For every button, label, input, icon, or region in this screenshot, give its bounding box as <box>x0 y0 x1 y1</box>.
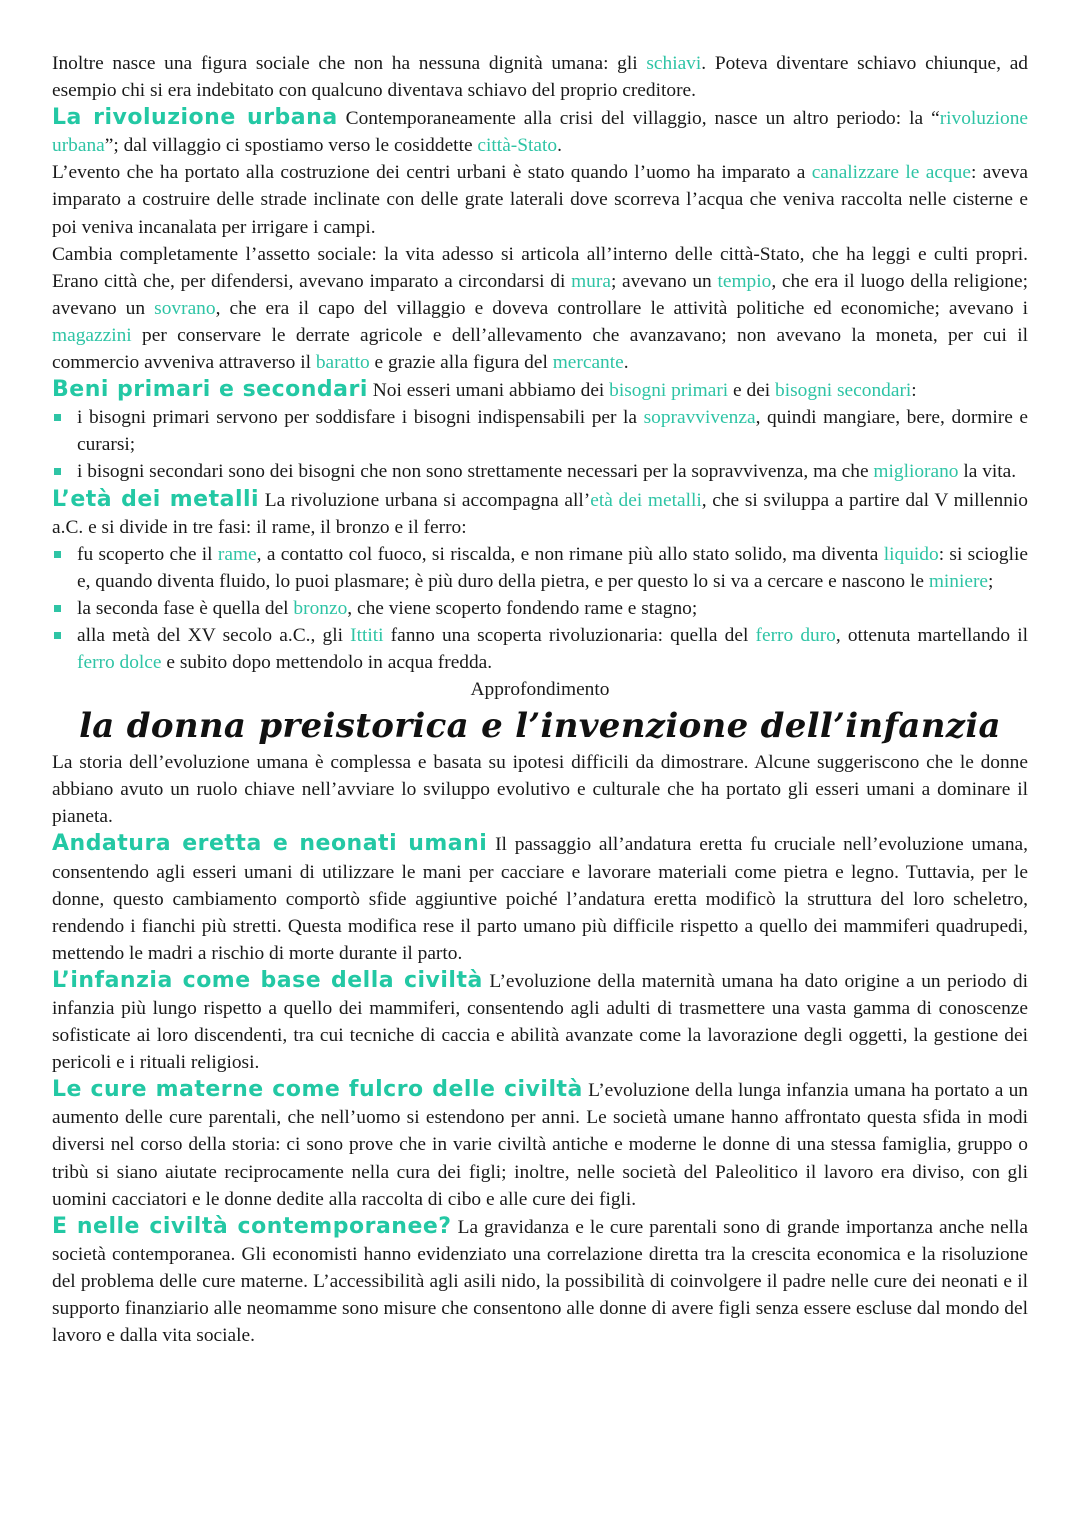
square-bullet-icon <box>54 632 61 639</box>
section-heading: L’età dei metalli <box>52 486 260 512</box>
highlighted-term: Ittiti <box>350 624 384 646</box>
text-run: fanno una scoperta rivoluzionaria: quella del <box>383 624 756 646</box>
bullet-list <box>52 404 1028 485</box>
highlighted-term: ferro dolce <box>77 652 162 674</box>
paragraph <box>52 159 1028 240</box>
bullet-list <box>52 541 1028 676</box>
text-run: la vita. <box>958 461 1017 483</box>
section-paragraph <box>52 1213 1028 1349</box>
highlighted-term: canalizzare le acque <box>811 162 971 184</box>
text-run: , che era il luogo della religione; avevano un <box>52 270 1028 319</box>
section-paragraph <box>52 967 1028 1076</box>
section-heading: La rivoluzione urbana <box>52 105 338 131</box>
section-paragraph <box>52 104 1028 159</box>
text-run: fu scoperto che il <box>77 543 218 565</box>
text-run: , che si sviluppa a partire dal V millennio a.C. e si divide in tre fasi: il rame, il bronzo e il ferro: <box>52 489 1028 538</box>
highlighted-term: sopravvivenza <box>643 407 756 429</box>
text-run: Il passaggio all’andatura eretta fu cruciale nell’evoluzione umana, consentendo agli esseri umani di utilizzare le mani per cacciare e lavorare materiali come pietra e legno. Tuttavia, per le donne, questo cambiamento comportò sfide aggiuntive poiché l’andatura eretta modificò la struttura del loro scheletro, rendendo i fianchi più stretti. Questa modifica rese il parto umano più difficile rispetto a quello dei mammiferi quadrupedi, mettendo le madri a rischio di morte durante il parto. <box>52 834 1028 964</box>
highlighted-term: città-Stato <box>477 135 558 157</box>
highlighted-term: tempio <box>717 270 772 292</box>
section-heading: E nelle civiltà contemporanee? <box>52 1213 452 1239</box>
section-paragraph <box>52 486 1028 541</box>
text-run: ”; dal villaggio ci spostiamo verso le cosiddette <box>104 135 478 157</box>
highlighted-term: mura <box>571 270 611 292</box>
highlighted-term: liquido <box>883 543 939 565</box>
list-item <box>52 622 1028 676</box>
section-heading: Le cure materne come fulcro delle civiltà <box>52 1077 583 1103</box>
text-run: , a contatto col fuoco, si riscalda, e non rimane più allo stato solido, ma diventa <box>256 543 884 565</box>
square-bullet-icon <box>54 414 61 421</box>
list-item <box>52 595 1028 622</box>
section-paragraph <box>52 376 1028 404</box>
text-run: . Poteva diventare schiavo chiunque, ad esempio chi si era indebitato con qualcuno diventava schiavo del proprio creditore. <box>52 53 1028 102</box>
highlighted-term: ferro duro <box>755 624 836 646</box>
highlighted-term: migliorano <box>873 461 959 483</box>
text-run: : aveva imparato a costruire delle strade inclinate con delle grate laterali dove scorreva l’acqua che veniva raccolta nelle cisterne e poi veniva incanalata per irrigare i campi. <box>52 162 1028 238</box>
text-run: : si scioglie e, quando diventa fluido, lo puoi plasmare; è più duro della pietra, e per questo lo si va a cercare e nascono le <box>77 543 1028 592</box>
text-run: L’evoluzione della maternità umana ha dato origine a un periodo di infanzia più lungo rispetto a quello dei mammiferi, consentendo agli adulti di trasmettere una vasta gamma di conoscenze sofisticate ai loro discendenti, tra cui tecniche di caccia e abilità avanzate come la lavorazione degli oggetti, la gestione dei pericoli e i rituali religiosi. <box>52 970 1028 1074</box>
text-run: e subito dopo mettendolo in acqua fredda. <box>161 652 493 674</box>
text-run: i bisogni secondari sono dei bisogni che non sono strettamente necessari per la sopravvivenza, ma che <box>77 461 874 483</box>
section-heading: L’infanzia come base della civiltà <box>52 967 483 993</box>
highlighted-term: mercante <box>552 352 624 374</box>
text-run: Inoltre nasce una figura sociale che non ha nessuna dignità umana: gli <box>52 53 647 74</box>
section-paragraph <box>52 1076 1028 1212</box>
paragraph <box>52 241 1028 376</box>
text-run: per conservare le derrate agricole e dell’allevamento che avanzavano; non avevano la moneta, per cui il commercio avveniva attraverso il <box>52 324 1028 374</box>
highlighted-term: schiavi <box>646 53 702 74</box>
highlighted-term: bronzo <box>293 597 348 619</box>
text-run: alla metà del XV secolo a.C., gli <box>77 624 351 646</box>
text-run: . <box>623 352 629 374</box>
text-run: e dei <box>728 380 776 402</box>
highlighted-term: sovrano <box>154 297 216 319</box>
highlighted-term: età dei metalli <box>590 489 702 511</box>
text-run: Contemporaneamente alla crisi del villaggio, nasce un altro periodo: la “ <box>337 108 940 130</box>
text-run: L’evento che ha portato alla costruzione dei centri urbani è stato quando l’uomo ha imparato a <box>52 162 812 184</box>
text-run: Cambia completamente l’assetto sociale: la vita adesso si articola all’interno delle città-Stato, che ha leggi e culti propri. Erano città che, per difendersi, avevano imparato a circondarsi di <box>52 243 1028 292</box>
text-run: : <box>911 380 917 402</box>
document-page <box>52 50 1028 1349</box>
text-run: ; <box>988 570 994 592</box>
text-run: Noi esseri umani abbiamo dei <box>367 380 610 402</box>
text-run: e grazie alla figura del <box>369 352 553 374</box>
highlighted-term: miniere <box>928 570 989 592</box>
text-run: , quindi mangiare, bere, dormire e curarsi; <box>77 407 1028 456</box>
text-run: , ottenuta martellando il <box>835 624 1028 646</box>
insight-title: la donna preistorica e l’invenzione dell’infanzia <box>79 706 1001 747</box>
text-run: la seconda fase è quella del <box>77 597 294 619</box>
text-run: La gravidanza e le cure parentali sono di grande importanza anche nella società contemporanea. Gli economisti hanno evidenziato una correlazione diretta tra la crescita economica e la risoluzione del problema delle cure materne. L’accessibilità agli asili nido, la possibilità di coinvolgere il padre nelle cure dei neonati e il supporto finanziario alle neomamme sono misure che consentono alle donne di avere figli senza essere escluse dal mondo del lavoro e dalla vita sociale. <box>52 1216 1028 1347</box>
highlighted-term: bisogni primari <box>609 380 729 402</box>
highlighted-term: rivoluzione urbana <box>52 108 1028 157</box>
text-run: . <box>557 135 562 157</box>
text-run: L’evoluzione della lunga infanzia umana ha portato a un aumento delle cure parentali, che nell’uomo si estendono per anni. Le società umane hanno affrontato questa sfida in modi diversi nel corso della storia: ci sono prove che in varie civiltà antiche e moderne le donne di una stessa famiglia, gruppo o tribù si siano aiutate reciprocamente nella cura dei figli; inoltre, nelle società del Paleolitico il lavoro era diviso, con gli uomini cacciatori e le donne dedite alla raccolta di cibo e alle cure dei figli. <box>52 1080 1028 1210</box>
list-item <box>52 404 1028 458</box>
paragraph <box>52 749 1028 830</box>
text-run: , che era il capo del villaggio e doveva controllare le attività politiche ed economiche; avevano i <box>215 297 1029 319</box>
section-paragraph <box>52 830 1028 966</box>
section-heading: Beni primari e secondari <box>52 377 368 403</box>
highlighted-term: rame <box>217 543 257 565</box>
square-bullet-icon <box>54 468 61 475</box>
text-run: La rivoluzione urbana si accompagna all’ <box>259 489 591 511</box>
text-run: i bisogni primari servono per soddisfare i bisogni indispensabili per la <box>77 407 644 429</box>
text-run: , che viene scoperto fondendo rame e stagno; <box>347 597 698 619</box>
square-bullet-icon <box>54 605 61 612</box>
section-label: Approfondimento <box>470 679 610 701</box>
paragraph <box>52 50 1028 104</box>
text-run: ; avevano un <box>610 270 718 292</box>
section-heading: Andatura eretta e neonati umani <box>52 831 488 857</box>
list-item <box>52 541 1028 595</box>
highlighted-term: bisogni secondari <box>775 380 912 402</box>
list-item <box>52 458 1028 485</box>
text-run: La storia dell’evoluzione umana è complessa e basata su ipotesi difficili da dimostrare. Alcune suggeriscono che le donne abbiano avuto un ruolo chiave nell’avviare lo sviluppo evolutivo e culturale che ha portato gli esseri umani a dominare il pianeta. <box>52 752 1028 828</box>
highlighted-term: baratto <box>315 352 370 374</box>
square-bullet-icon <box>54 551 61 558</box>
highlighted-term: magazzini <box>52 324 132 346</box>
